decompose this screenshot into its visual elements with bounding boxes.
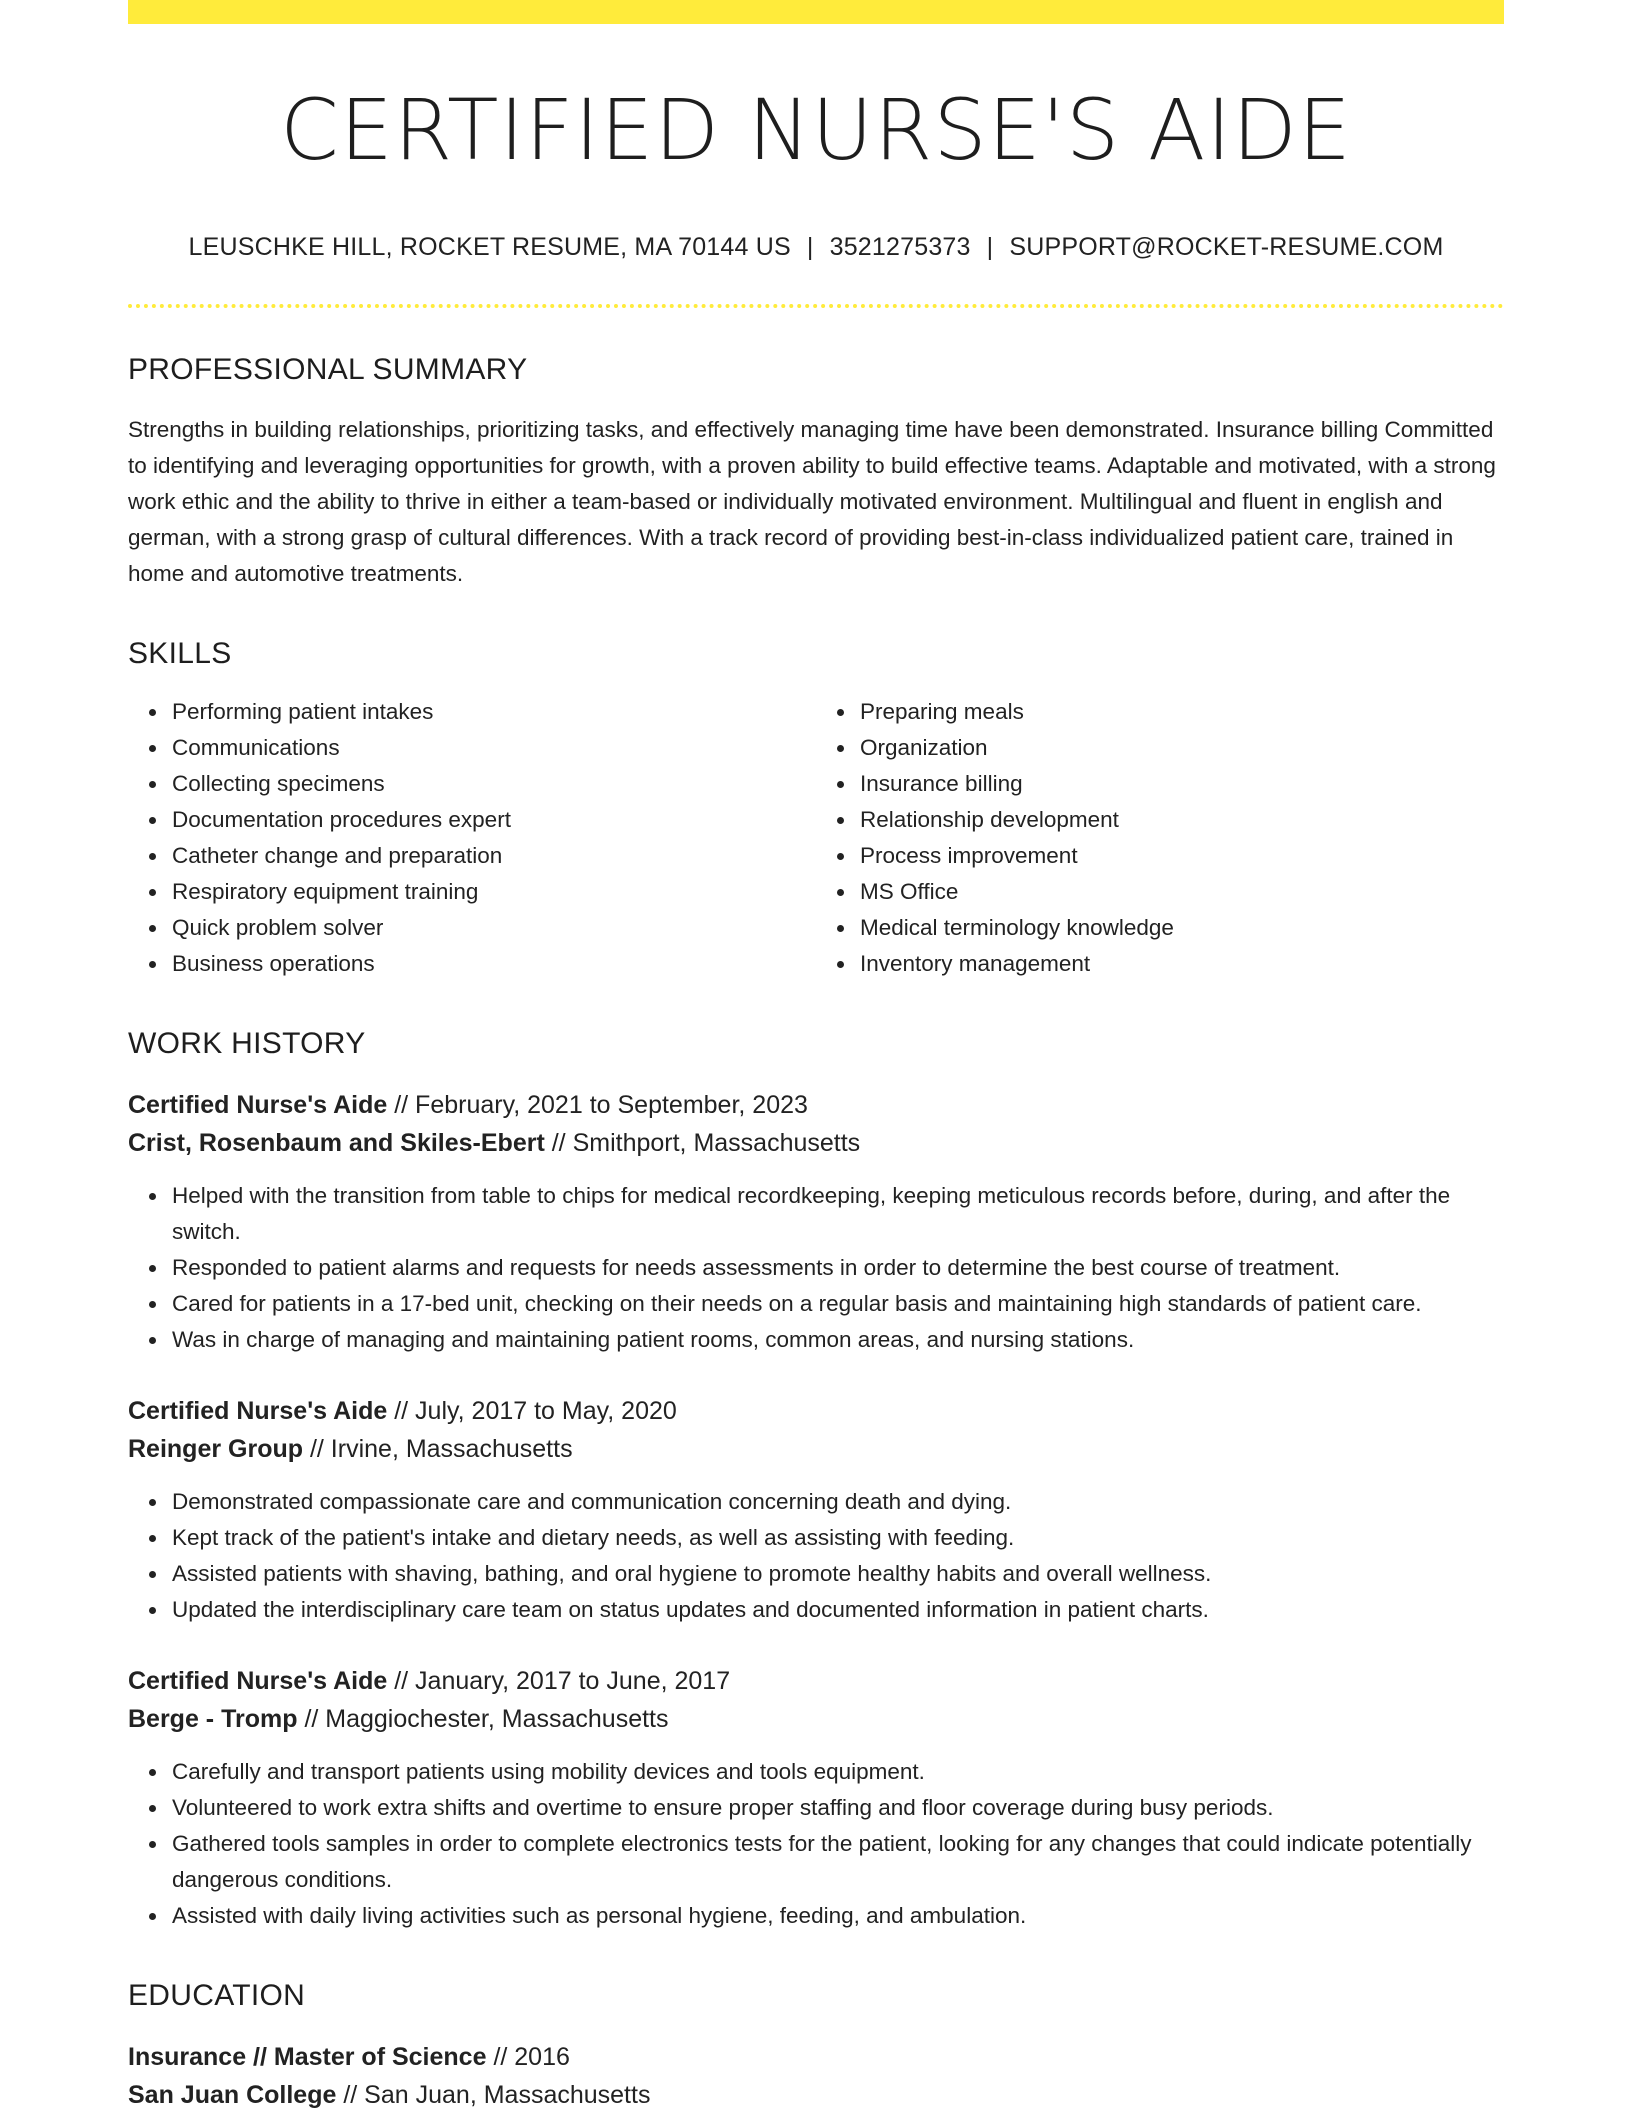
contact-separator: | <box>986 233 994 262</box>
job-role: Certified Nurse's Aide <box>128 1091 388 1120</box>
skill-item: Process improvement <box>860 838 1504 874</box>
job-bullet: Carefully and transport patients using mobility devices and tools equipment. <box>172 1754 1504 1790</box>
skill-item: Catheter change and preparation <box>172 838 816 874</box>
job-company: Crist, Rosenbaum and Skiles-Ebert <box>128 1129 545 1158</box>
skill-item: Communications <box>172 730 816 766</box>
job-bullet: Was in charge of managing and maintaining patient rooms, common areas, and nursing stations. <box>172 1322 1504 1358</box>
education-year: // 2016 <box>493 2043 570 2072</box>
skills-list <box>128 694 1504 982</box>
accent-bar <box>128 0 1504 24</box>
contact-address: LEUSCHKE HILL, ROCKET RESUME, MA 70144 US <box>188 233 791 262</box>
education-location: // San Juan, Massachusetts <box>343 2081 651 2110</box>
job-role-line <box>128 1662 1504 1700</box>
job-bullet: Helped with the transition from table to chips for medical recordkeeping, keeping meticulous records before, during, and after the switch. <box>172 1178 1504 1250</box>
job-dates: // January, 2017 to June, 2017 <box>394 1667 731 1696</box>
job-company-line <box>128 1124 1504 1162</box>
job-location: // Irvine, Massachusetts <box>309 1435 573 1464</box>
contact-line <box>128 232 1504 262</box>
job-role: Certified Nurse's Aide <box>128 1667 388 1696</box>
summary-text: Strengths in building relationships, prioritizing tasks, and effectively managing time have been demonstrated. Insurance billing Committed to identifying and leveraging opportunities for growth, with a proven ability to build effective teams. Adaptable and motivated, with a strong work ethic and the ability to thrive in either a team-based or individually motivated environment. Multilingual and fluent in english and german, with a strong grasp of cultural differences. With a track record of providing best-in-class individualized patient care, trained in home and automotive treatments. <box>128 417 1496 587</box>
skill-item: Quick problem solver <box>172 910 816 946</box>
job-dates: // February, 2021 to September, 2023 <box>394 1091 808 1120</box>
skill-item: Collecting specimens <box>172 766 816 802</box>
contact-email[interactable]: SUPPORT@ROCKET-RESUME.COM <box>1009 233 1444 262</box>
job-bullet: Assisted patients with shaving, bathing, and oral hygiene to promote healthy habits and overall wellness. <box>172 1556 1504 1592</box>
skill-item: Performing patient intakes <box>172 694 816 730</box>
job-company: Berge - Tromp <box>128 1705 298 1734</box>
skill-item: MS Office <box>860 874 1504 910</box>
job-role: Certified Nurse's Aide <box>128 1397 388 1426</box>
education-degree: Insurance // Master of Science <box>128 2043 487 2072</box>
summary-heading: PROFESSIONAL SUMMARY <box>128 353 528 387</box>
skill-item: Preparing meals <box>860 694 1504 730</box>
skill-item: Organization <box>860 730 1504 766</box>
resume-page <box>128 0 1504 2114</box>
skill-item: Respiratory equipment training <box>172 874 816 910</box>
education-entry <box>128 2038 1504 2114</box>
job-bullet: Kept track of the patient's intake and dietary needs, as well as assisting with feeding. <box>172 1520 1504 1556</box>
job-bullet: Demonstrated compassionate care and communication concerning death and dying. <box>172 1484 1504 1520</box>
work-history-heading: WORK HISTORY <box>128 1027 366 1061</box>
skill-item: Inventory management <box>860 946 1504 982</box>
job-location: // Maggiochester, Massachusetts <box>304 1705 669 1734</box>
resume-title: CERTIFIED NURSE'S AIDE <box>280 81 1352 179</box>
contact-phone: 3521275373 <box>829 233 971 262</box>
job-company-line <box>128 1700 1504 1738</box>
job-role-line <box>128 1392 1504 1430</box>
job-location: // Smithport, Massachusetts <box>551 1129 861 1158</box>
job-bullet: Assisted with daily living activities such as personal hygiene, feeding, and ambulation. <box>172 1898 1504 1934</box>
job-bullet: Cared for patients in a 17-bed unit, checking on their needs on a regular basis and maintaining high standards of patient care. <box>172 1286 1504 1322</box>
job-bullet: Responded to patient alarms and requests for needs assessments in order to determine the best course of treatment. <box>172 1250 1504 1286</box>
job-role-line <box>128 1086 1504 1124</box>
job-entry <box>128 1086 1504 1358</box>
skill-item: Insurance billing <box>860 766 1504 802</box>
education-heading: EDUCATION <box>128 1979 306 2013</box>
job-company-line <box>128 1430 1504 1468</box>
job-entry <box>128 1392 1504 1628</box>
skills-column-left <box>128 694 816 982</box>
job-dates: // July, 2017 to May, 2020 <box>394 1397 677 1426</box>
job-bullets <box>128 1754 1504 1934</box>
job-bullet: Gathered tools samples in order to complete electronics tests for the patient, looking for any changes that could indicate potentially dangerous conditions. <box>172 1826 1504 1898</box>
skills-heading: SKILLS <box>128 637 232 671</box>
skill-item: Documentation procedures expert <box>172 802 816 838</box>
skill-item: Relationship development <box>860 802 1504 838</box>
job-entry <box>128 1662 1504 1934</box>
education-school: San Juan College <box>128 2081 337 2110</box>
skill-item: Business operations <box>172 946 816 982</box>
education-degree-line <box>128 2038 1504 2076</box>
dotted-divider <box>128 304 1504 308</box>
job-bullet: Updated the interdisciplinary care team on status updates and documented information in patient charts. <box>172 1592 1504 1628</box>
education-school-line <box>128 2076 1504 2114</box>
skill-item: Medical terminology knowledge <box>860 910 1504 946</box>
job-bullets <box>128 1484 1504 1628</box>
job-bullets <box>128 1178 1504 1358</box>
contact-separator: | <box>806 233 814 262</box>
skills-column-right <box>816 694 1504 982</box>
job-company: Reinger Group <box>128 1435 304 1464</box>
job-bullet: Volunteered to work extra shifts and overtime to ensure proper staffing and floor coverage during busy periods. <box>172 1790 1504 1826</box>
